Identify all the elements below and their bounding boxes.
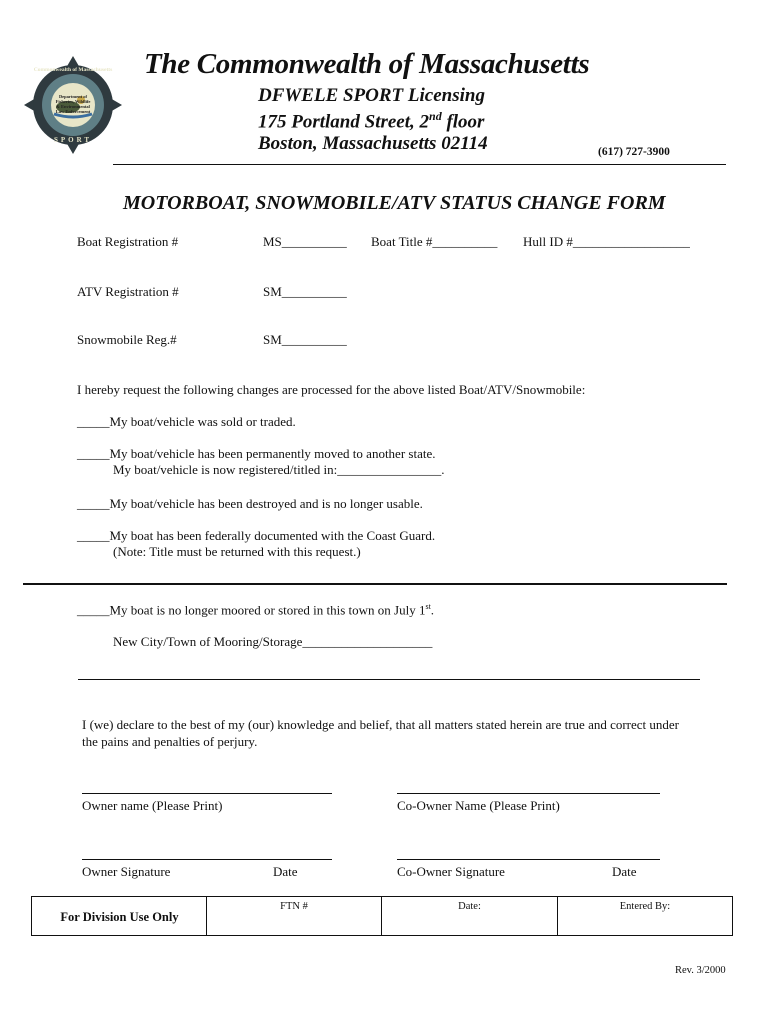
coowner-signature-line[interactable] — [397, 859, 660, 860]
owner-name-line[interactable] — [82, 793, 332, 794]
coowner-signature-label: Co-Owner Signature — [397, 864, 505, 879]
revision-note: Rev. 3/2000 — [675, 965, 726, 976]
option-moored[interactable]: _____My boat is no longer moored or stored in this town on July 1st. — [77, 602, 435, 618]
seal-middle-line: Fisheries, Wildlife — [55, 99, 91, 104]
section-divider — [23, 583, 727, 585]
owner-signature-line[interactable] — [82, 859, 332, 860]
owner-name-label: Owner name (Please Print) — [82, 798, 223, 813]
option-sold[interactable]: _____My boat/vehicle was sold or traded. — [77, 414, 296, 429]
declaration-line-1: I (we) declare to the best of my (our) knowledge and belief, that all matters stated herein are true and correct under — [82, 717, 680, 732]
date-cell[interactable] — [381, 897, 557, 935]
seal-top-text: Commonwealth of Massachusetts — [33, 67, 113, 73]
boat-registration-label: Boat Registration # — [77, 234, 179, 249]
page-title: The Commonwealth of Massachusetts — [144, 48, 590, 80]
coowner-date-label: Date — [612, 864, 637, 879]
entered-by-label: Entered By: — [619, 901, 671, 912]
request-statement: I hereby request the following changes are processed for the above listed Boat/ATV/Snowmobile: — [77, 382, 586, 397]
header-divider — [113, 164, 726, 165]
division-use-label: For Division Use Only — [60, 910, 179, 924]
owner-signature-label: Owner Signature — [82, 864, 171, 879]
seal-middle-text — [24, 94, 122, 114]
address-line-3: Boston, Massachusetts 02114 — [258, 133, 488, 154]
atv-registration-field[interactable]: SM__________ — [263, 284, 347, 299]
coowner-name-line[interactable] — [397, 793, 660, 794]
phone-number: (617) 727-3900 — [598, 146, 670, 158]
ftn-cell[interactable] — [206, 897, 381, 935]
date-label: Date: — [458, 901, 481, 912]
new-city-field[interactable]: New City/Town of Mooring/Storage____________________ — [113, 634, 433, 649]
boat-registration-field[interactable]: MS__________ — [263, 234, 347, 249]
address-line-1: DFWELE SPORT Licensing — [258, 85, 485, 106]
coowner-name-label: Co-Owner Name (Please Print) — [397, 798, 560, 813]
owner-date-label: Date — [273, 864, 298, 879]
declaration-line-2: the pains and penalties of perjury. — [82, 734, 258, 749]
blank-line[interactable] — [78, 679, 700, 680]
option-documented[interactable]: _____My boat has been federally documented with the Coast Guard. — [77, 528, 436, 543]
snowmobile-registration-label: Snowmobile Reg.# — [77, 332, 177, 347]
division-use-table — [31, 896, 733, 936]
option-destroyed[interactable]: _____My boat/vehicle has been destroyed and is no longer usable. — [77, 496, 423, 511]
seal-middle-line: Department of — [58, 94, 88, 99]
option-moved-state-field[interactable]: My boat/vehicle is now registered/titled in:________________. — [113, 462, 445, 477]
boat-title-field[interactable]: Boat Title #__________ — [371, 234, 498, 249]
address-line-2: 175 Portland Street, 2nd floor — [258, 109, 485, 133]
hull-id-field[interactable]: Hull ID #__________________ — [523, 234, 690, 249]
agency-seal — [24, 56, 122, 154]
seal-middle-line: Law Enforcement — [55, 109, 91, 114]
snowmobile-registration-field[interactable]: SM__________ — [263, 332, 347, 347]
ftn-label: FTN # — [280, 901, 308, 912]
seal-middle-line: & Environmental — [56, 104, 90, 109]
atv-registration-label: ATV Registration # — [77, 284, 179, 299]
entered-by-cell[interactable] — [557, 897, 732, 935]
seal-bottom-text: SPORT — [53, 136, 93, 144]
option-moved[interactable]: _____My boat/vehicle has been permanently moved to another state. — [77, 446, 436, 461]
form-title: MOTORBOAT, SNOWMOBILE/ATV STATUS CHANGE FORM — [123, 192, 666, 214]
option-documented-note: (Note: Title must be returned with this request.) — [113, 544, 361, 559]
